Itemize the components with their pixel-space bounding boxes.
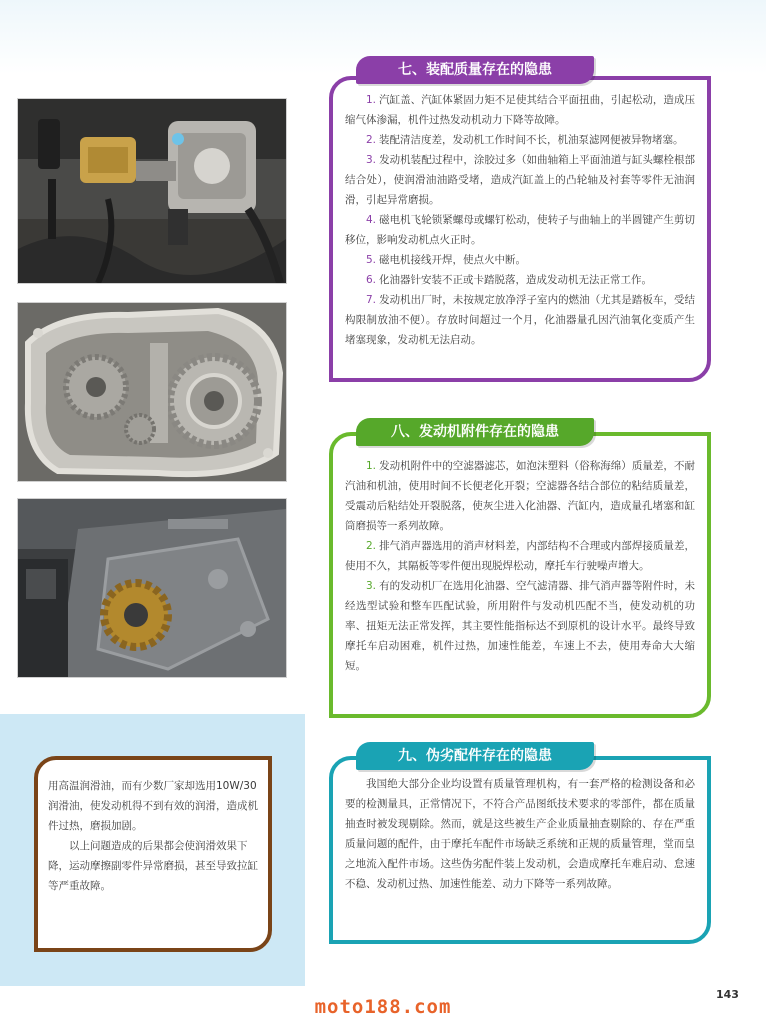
section-9-box (329, 756, 711, 944)
list-item: 1. 发动机附件中的空滤器滤芯，如泡沫塑料（俗称海绵）质量差，不耐汽油和机油，使用时间不长便老化开裂；空滤器各结合部位的粘结质量差，受震动后粘结处开裂脱落，使灰尘进入化油器、汽缸内，造成量孔堵塞和缸筒磨损等一系列故障。 (345, 460, 695, 532)
list-item: 3. 发动机装配过程中，涂胶过多（如曲轴箱上平面油道与缸头螺栓根部结合处），使润滑油油路受堵，造成汽缸盖上的凸轮轴及衬套等零件无油润滑，引起异常磨损。 (345, 154, 695, 206)
list-item: 6. 化油器针安装不正或卡踏脱落，造成发动机无法正常工作。 (366, 274, 653, 286)
section-7-title: 七、装配质量存在的隐患 (356, 56, 594, 84)
section-8-box (329, 432, 711, 718)
list-item: 2. 排气消声器选用的消声材料差，内部结构不合理或内部焊接质量差，使用不久，其隔板等零件便出现脱焊松动，摩托车行驶噪声增大。 (345, 540, 695, 572)
page-number: 143 (716, 988, 739, 1001)
engine-sprocket-photo (17, 498, 287, 678)
section-9-title: 九、伪劣配件存在的隐患 (356, 742, 594, 770)
list-item: 3. 有的发动机厂在选用化油器、空气滤清器、排气消声器等附件时，未经选型试验和整车匹配试验，所用附件与发动机匹配不当，使发动机的功率、扭矩无法正常发挥，其主要性能指标达不到原机的设计水平。最终导致摩托车启动困难，机件过热，加速性能差，车速上不去，使用寿命大大缩短。 (345, 580, 695, 672)
list-item: 4. 磁电机飞轮锁紧螺母或螺钉松动，使转子与曲轴上的半圆键产生剪切移位，影响发动机点火正时。 (345, 214, 695, 246)
sidebar-note-box (34, 756, 272, 952)
paragraph: 以上问题造成的后果都会使润滑效果下降，运动摩擦副零件异常磨损，甚至导致拉缸等严重故障。 (48, 840, 258, 892)
list-item: 5. 磁电机接线开焊，使点火中断。 (366, 254, 527, 266)
paragraph: 用高温润滑油，而有少数厂家却选用10W/30 润滑油，使发动机得不到有效的润滑，造成机件过热，磨损加剧。 (48, 780, 258, 832)
list-item: 7. 发动机出厂时，未按规定放净浮子室内的燃油（尤其是踏板车，受结构限制放油不便）。存放时间超过一个月，化油器量孔因汽油氧化变质产生堵塞现象，发动机无法启动。 (345, 294, 695, 346)
list-item: 2. 装配清洁度差，发动机工作时间不长，机油泵滤网便被异物堵塞。 (366, 134, 684, 146)
section-7-list (345, 90, 695, 350)
list-item: 1. 汽缸盖、汽缸体紧固力矩不足使其结合平面扭曲，引起松动，造成压缩气体渗漏，机件过热发动机动力下降等故障。 (345, 94, 695, 126)
paragraph: 我国绝大部分企业均设置有质量管理机构，有一套严格的检测设备和必要的检测量具，正常情况下，不符合产品图纸技术要求的零部件，都在质量抽查时被发现剔除。然而，就是这些被生产企业质量抽查剔除的、存在严重质量问题的配件，由于摩托车配件市场缺乏系统和正规的质量管理，堂而皇之地流入配件市场。这些伪劣配件装上发动机，会造成摩托车难启动、怠速不稳、发动机过热、加速性能差、动力下降等一系列故障。 (345, 778, 695, 890)
section-8-list (345, 456, 695, 676)
section-8-title: 八、发动机附件存在的隐患 (356, 418, 594, 446)
crankcase-gears-photo (17, 302, 287, 482)
sidebar-note-text (48, 776, 258, 896)
section-9-body (345, 774, 695, 894)
section-7-box (329, 76, 711, 382)
engine-carburetor-photo (17, 98, 287, 284)
website-footer[interactable]: moto188.com (314, 996, 452, 1018)
